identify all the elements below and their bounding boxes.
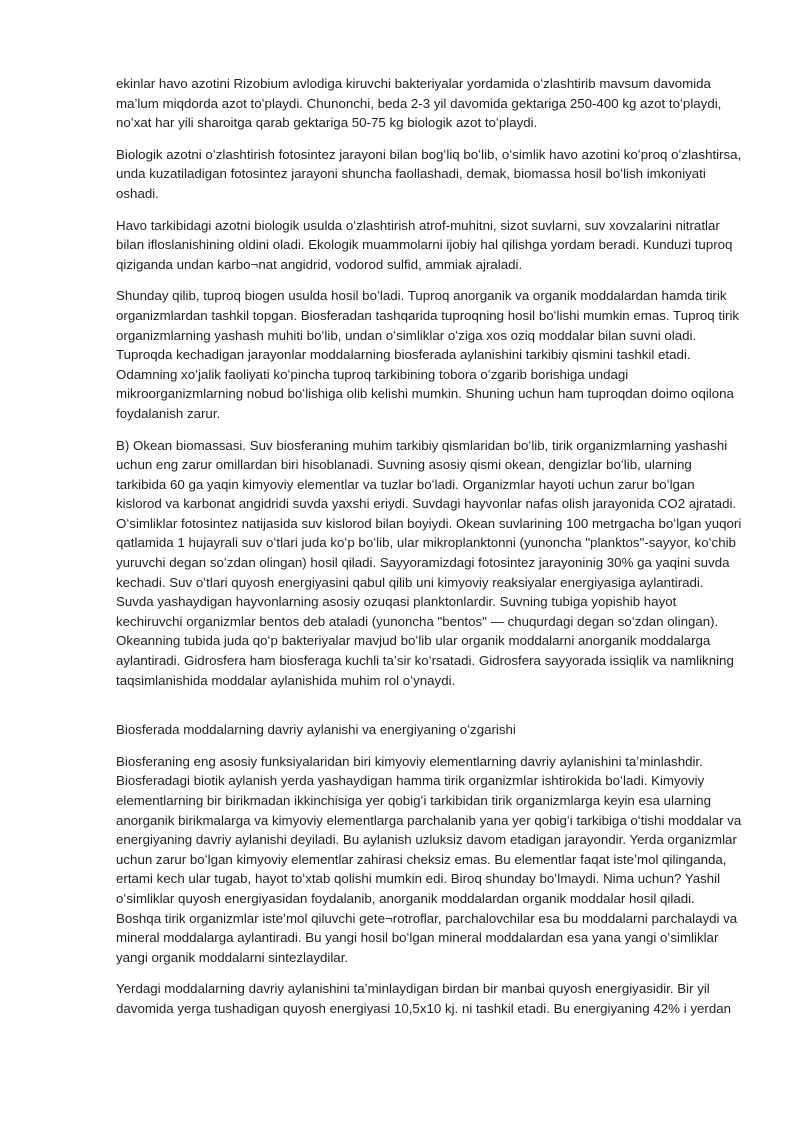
- paragraph-azot-toplash: ekinlar havo azotini Rizobium avlodiga kiruvchi bakteriyalar yordamida oʻzlashtirib mavsum davomida maʼlum miqdorda azot toʻplaydi. Chunonchi, beda 2-3 yil davomida gektariga 250-400 kg azot toʻplaydi, noʻxat har yili sharoitga qarab gektariga 50-75 kg biologik azot toʻplaydi.: [116, 76, 722, 131]
- paragraph-okean-biomassasi: B) Okean biomassasi. Suv biosferaning muhim tarkibiy qismlaridan boʻlib, tirik organizmlarning yashashi uchun eng zarur omillardan biri hisoblanadi. Suvning asosiy qismi okean, dengizlar boʻlib, ularning tarkibida 60 ga yaqin kimyoviy elementlar va tuzlar boʻladi. Organizmlar hayoti uchun zarur boʻlgan kislorod va karbonat angidridi suvda yaxshi eriydi. Suvdagi hayvonlar nafas olish jarayonida CO2 ajratadi. Oʻsimliklar fotosintez natijasida suv kislorod bilan boyiydi. Okean suvlarining 100 metrgacha boʻlgan yuqori qatlamida 1 hujayrali suv oʻtlari juda koʻp boʻlib, ular mikroplanktonni (yunoncha "planktos"-sayyor, koʻchib yuruvchi degan soʻzdan olingan) hosil qiladi. Sayyoramizdagi fotosintez jarayoninig 30% ga yaqini suvda kechadi. Suv oʻtlari quyosh energiyasini qabul qilib uni kimyoviy reaksiyalar energiyasiga aylantiradi. Suvda yashaydigan hayvonlarning asosiy ozuqasi planktonlardir. Suvning tubiga yopishib hayot kechiruvchi organizmlar bentos deb ataladi (yunoncha "bentos" — chuqurdagi degan soʻzdan olingan). Okeanning tubida juda qoʻp bakteriyalar mavjud boʻlib ular organik moddalarni anorganik moddalarga aylantiradi. Gidrosfera ham biosferaga kuchli taʼsir koʻrsatadi. Gidrosfera sayyorada issiqlik va namlikning taqsimlanishida moddalar aylanishida muhim rol oʻynaydi.: [116, 437, 742, 688]
- section-heading: Biosferada moddalarning davriy aylanishi va energiyaning oʻzgarishi: [116, 722, 516, 738]
- section-spacer: [116, 702, 742, 720]
- document-body: [116, 74, 742, 1031]
- paragraph-tuproq: Shunday qilib, tuproq biogen usulda hosil boʻladi. Tuproq anorganik va organik moddalardan hamda tirik organizmlardan tashkil topgan. Biosferadan tashqarida tuproqning hosil boʻlishi mumkin emas. Tuproq tirik organizmlarning yashash muhiti boʻlib, undan oʻsimliklar oʻziga xos oziq moddalar bilan suvni oladi. Tuproqda kechadigan jarayonlar moddalarning biosferada aylanishini tarkibiy qismini tashkil etadi. Odamning xoʻjalik faoliyati koʻpincha tuproq tarkibining tobora oʻzgarib borishiga undagi mikroorganizmlarning nobud boʻlishiga olib kelishi mumkin. Shuning uchun ham tuproqdan doimo oqilona foydalanish zarur.: [116, 288, 740, 421]
- paragraph-biologik-azot: Biologik azotni oʻzlashtirish fotosintez jarayoni bilan bogʻliq boʻlib, oʻsimlik havo azotini koʻproq oʻzlashtirsa, unda kuzatiladigan fotosintez jarayoni shuncha faollashadi, demak, biomassa hosil boʻlish imkoniyati oshadi.: [116, 146, 742, 201]
- paragraph-quyosh-energiyasi: Yerdagi moddalarning davriy aylanishini taʼminlaydigan birdan bir manbai quyosh energiyasidir. Bir yil davomida yerga tushadigan quyosh energiyasi 10,5x10 kj. ni tashkil etadi. Bu energiyaning 42% i yerdan: [116, 981, 732, 1016]
- paragraph-davriy-aylanish: Biosferaning eng asosiy funksiyalaridan biri kimyoviy elementlarning davriy aylanishini taʼminlashdir. Biosferadagi biotik aylanish yerda yashaydigan hamma tirik organizmlar ishtirokida boʻladi. Kimyoviy elementlarning bir birikmadan ikkinchisiga yer qobigʻi tarkibidan tirik organizmlarga keyin esa ularning anorganik birikmalarga va kimyoviy elementlarga parchalanib yana yer qobigʻi tarkibiga oʻtishi moddalar va energiyaning davriy aylanishi deyiladi. Bu aylanish uzluksiz davom etadigan jarayondir. Yerda organizmlar uchun zarur boʻlgan kimyoviy elementlar zahirasi cheksiz emas. Bu elementlar faqat isteʼmol qilinganda, ertami kech ular tugab, hayot toʻxtab qolishi mumkin edi. Biroq shunday boʻlmaydi. Nima uchun? Yashil oʻsimliklar quyosh energiyasidan foydalanib, anorganik moddalardan organik moddalar hosil qiladi. Boshqa tirik organizmlar isteʼmol qiluvchi gete¬rotroflar, parchalovchilar esa bu moddalarni parchalaydi va mineral moddalarga aylantiradi. Bu yangi hosil boʻlgan mineral moddalardan esa yana yangi oʻsimliklar yangi organik moddalarni sintezlaydilar.: [116, 753, 742, 965]
- paragraph-havo-azot: Havo tarkibidagi azotni biologik usulda oʻzlashtirish atrof-muhitni, sizot suvlarni, suv xovzalarini nitratlar bilan ifloslanishining oldini oladi. Ekologik muammolarni ijobiy hal qilishga yordam beradi. Kunduzi tuproq qiziganda undan karbo¬nat angidrid, vodorod sulfid, ammiak ajraladi.: [116, 217, 733, 272]
